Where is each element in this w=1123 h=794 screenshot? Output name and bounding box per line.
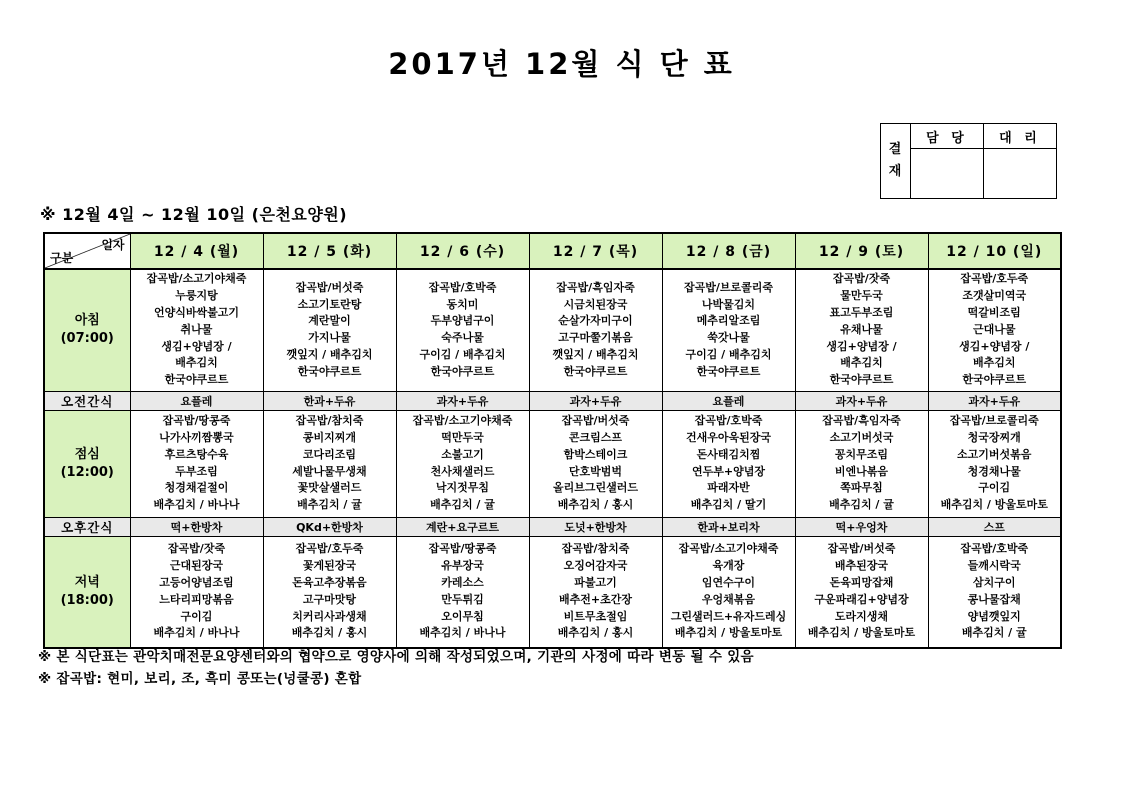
- menu-item: 느타리피망볶음: [159, 592, 234, 606]
- menu-item: 잡곡밥/소고기야채죽: [146, 272, 247, 286]
- cell-am_snack-day6: 과자+두유: [928, 391, 1061, 410]
- footer-notes: [38, 646, 1108, 690]
- cell-breakfast-day5: [795, 269, 928, 391]
- menu-item: 들깨시락국: [967, 559, 1021, 573]
- menu-item: 세발나물무생채: [292, 464, 367, 478]
- menu-item: 낙지젓무침: [435, 481, 490, 495]
- menu-item: 한국야쿠르트: [696, 364, 761, 378]
- menu-item: 잡곡밥/버섯죽: [561, 414, 630, 428]
- menu-item: 배추김치 / 방울토마토: [940, 498, 1048, 512]
- menu-item: 잡곡밥/버섯죽: [295, 280, 364, 294]
- cell-pm_snack-day4: 한과+보리차: [662, 517, 795, 536]
- menu-item: 잡곡밥/잣죽: [167, 542, 226, 556]
- menu-item: 취나물: [180, 322, 213, 336]
- menu-item: 배추김치 / 바나나: [153, 626, 240, 640]
- cell-lunch-day2: [396, 410, 529, 517]
- menu-item: 나박물김치: [701, 297, 756, 311]
- menu-item: 잡곡밥/브로콜리죽: [949, 414, 1039, 428]
- menu-item: 배추김치 / 바나나: [153, 498, 240, 512]
- menu-item: 단호박범벅: [568, 464, 623, 478]
- day-header-4: 12 / 8 (금): [662, 233, 795, 269]
- menu-item: 깻잎지 / 배추김치: [286, 348, 373, 362]
- cell-lunch-day4: [662, 410, 795, 517]
- approval-col-daeri: 대 리: [984, 124, 1057, 149]
- cell-pm_snack-day0: 떡+한방차: [130, 517, 263, 536]
- menu-item: 배추김치 / 바나나: [419, 626, 506, 640]
- cell-lunch-day5: [795, 410, 928, 517]
- menu-item: 조갯살미역국: [962, 289, 1027, 303]
- row-dinner: [44, 536, 1061, 648]
- cell-breakfast-day6: [928, 269, 1061, 391]
- menu-item: 비엔나볶음: [834, 464, 889, 478]
- menu-item: 돈육피망잡채: [829, 575, 894, 589]
- row-am_snack: [44, 391, 1061, 410]
- menu-item: 잡곡밥/호박죽: [960, 542, 1029, 556]
- menu-item: 구이김: [978, 481, 1011, 495]
- cell-pm_snack-day2: 계란+요구르트: [396, 517, 529, 536]
- menu-item: 순살가자미구이: [558, 314, 633, 328]
- cell-am_snack-day2: 과자+두유: [396, 391, 529, 410]
- menu-item: 소고기버섯볶음: [957, 447, 1032, 461]
- menu-item: 구이김 / 배추김치: [685, 348, 772, 362]
- day-header-3: 12 / 7 (목): [529, 233, 662, 269]
- menu-item: 잡곡밥/버섯죽: [827, 542, 896, 556]
- cell-dinner-day2: [396, 536, 529, 648]
- menu-item: 생김+양념장 /: [826, 339, 897, 353]
- cell-am_snack-day5: 과자+두유: [795, 391, 928, 410]
- menu-item: 육개장: [712, 559, 745, 573]
- menu-item: 숙주나물: [441, 331, 484, 345]
- day-header-1: 12 / 5 (화): [263, 233, 396, 269]
- menu-item: 잡곡밥/흑임자죽: [556, 280, 635, 294]
- cell-pm_snack-day1: QKd+한방차: [263, 517, 396, 536]
- menu-item: 근대나물: [972, 322, 1016, 336]
- menu-item: 한국야쿠르트: [164, 373, 229, 387]
- menu-item: 파래자반: [707, 481, 750, 495]
- menu-item: 후르츠탕수육: [164, 447, 229, 461]
- menu-item: 잡곡밥/호두죽: [295, 542, 364, 556]
- menu-item: 표고두부조림: [829, 306, 894, 320]
- menu-item: 돈육고추장볶음: [292, 575, 367, 589]
- menu-item: 배추전+초간장: [559, 592, 632, 606]
- menu-item: 꽁치무조림: [834, 447, 889, 461]
- row-label-am_snack: 오전간식: [44, 391, 130, 410]
- cell-am_snack-day4: 요플레: [662, 391, 795, 410]
- menu-item: 깻잎지 / 배추김치: [552, 348, 639, 362]
- menu-item: 한국야쿠르트: [297, 364, 362, 378]
- menu-item: 꽃맛살샐러드: [297, 481, 362, 495]
- menu-item: 잡곡밥/땅콩죽: [428, 542, 497, 556]
- menu-item: 두부양념구이: [430, 314, 495, 328]
- week-range: ※ 12월 4일 ~ 12월 10일 (은천요양원): [40, 205, 348, 224]
- menu-item: 누룽지탕: [175, 289, 218, 303]
- corner-label-date: 일자: [101, 238, 125, 252]
- menu-item: 배추김치: [175, 356, 218, 370]
- menu-item: 두부조림: [175, 464, 218, 478]
- menu-item: 잡곡밥/땅콩죽: [162, 414, 231, 428]
- menu-item: 코다리조림: [302, 447, 357, 461]
- menu-item: 배추김치 / 귤: [297, 498, 362, 512]
- menu-item: 치커리사과생채: [292, 609, 367, 623]
- menu-item: 잡곡밥/흑임자죽: [822, 414, 901, 428]
- cell-pm_snack-day6: 스프: [928, 517, 1061, 536]
- cell-dinner-day4: [662, 536, 795, 648]
- menu-item: 우엉채볶음: [701, 592, 756, 606]
- menu-item: 그린샐러드+유자드레싱: [670, 609, 787, 623]
- menu-item: 구이김: [180, 609, 213, 623]
- menu-item: 천사채샐러드: [430, 464, 495, 478]
- menu-item: 올리브그린샐러드: [552, 481, 638, 495]
- menu-item: 배추김치 / 방울토마토: [807, 626, 916, 640]
- day-header-6: 12 / 10 (일): [928, 233, 1061, 269]
- day-header-0: 12 / 4 (월): [130, 233, 263, 269]
- menu-item: 잡곡밥/호두죽: [960, 272, 1029, 286]
- menu-item: 청국장찌개: [967, 430, 1021, 444]
- approval-signature-damdang: [911, 149, 984, 199]
- approval-stamp-label: 결재: [881, 124, 911, 199]
- menu-item: 잡곡밥/호박죽: [428, 280, 497, 294]
- cell-dinner-day6: [928, 536, 1061, 648]
- menu-item: 나가사끼짬뽕국: [159, 430, 234, 444]
- cell-am_snack-day1: 한과+두유: [263, 391, 396, 410]
- row-label-dinner: 저녁 (18:00): [44, 536, 130, 648]
- menu-item: 배추김치 / 방울토마토: [674, 626, 783, 640]
- menu-item: 고등어양념조림: [159, 575, 234, 589]
- note-line: ※ 잡곡밥: 현미, 보리, 조, 흑미 콩또는(넝쿨콩) 혼합: [38, 671, 362, 687]
- cell-lunch-day6: [928, 410, 1061, 517]
- menu-item: 배추김치: [972, 356, 1016, 370]
- menu-item: 잡곡밥/참치죽: [561, 542, 630, 556]
- menu-item: 배추된장국: [834, 559, 889, 573]
- menu-item: 시금치된장국: [563, 297, 628, 311]
- menu-item: 오징어감자국: [563, 559, 628, 573]
- approval-signature-daeri: [984, 149, 1057, 199]
- menu-table: [43, 232, 1062, 649]
- cell-pm_snack-day5: 떡+우엉차: [795, 517, 928, 536]
- cell-lunch-day0: [130, 410, 263, 517]
- menu-item: 한국야쿠르트: [430, 364, 495, 378]
- cell-am_snack-day3: 과자+두유: [529, 391, 662, 410]
- cell-pm_snack-day3: 도넛+한방차: [529, 517, 662, 536]
- menu-item: 함박스테이크: [563, 447, 628, 461]
- menu-item: 유부장국: [441, 559, 484, 573]
- page-title: 2017년 12월 식 단 표: [388, 47, 735, 81]
- cell-am_snack-day0: 요플레: [130, 391, 263, 410]
- menu-item: 한국야쿠르트: [829, 373, 894, 387]
- menu-item: 배추김치 / 귤: [829, 498, 894, 512]
- corner-cell: [44, 233, 130, 269]
- menu-item: 잡곡밥/잣죽: [832, 272, 891, 286]
- menu-item: 배추김치 / 홍시: [557, 498, 634, 512]
- menu-item: 잡곡밥/소고기야채죽: [412, 414, 513, 428]
- menu-item: 삼치구이: [972, 575, 1016, 589]
- day-header-5: 12 / 9 (토): [795, 233, 928, 269]
- approval-box: [880, 123, 1057, 199]
- cell-breakfast-day3: [529, 269, 662, 391]
- menu-item: 배추김치 / 딸기: [690, 498, 767, 512]
- cell-dinner-day3: [529, 536, 662, 648]
- cell-breakfast-day4: [662, 269, 795, 391]
- menu-item: 잡곡밥/호박죽: [694, 414, 763, 428]
- menu-item: 고구마맛탕: [302, 592, 357, 606]
- menu-item: 생김+양념장 /: [161, 339, 232, 353]
- cell-lunch-day3: [529, 410, 662, 517]
- menu-item: 고구마쭐기볶음: [558, 331, 633, 345]
- menu-item: 쪽파무침: [840, 481, 883, 495]
- cell-dinner-day5: [795, 536, 928, 648]
- menu-item: 임연수구이: [701, 575, 756, 589]
- menu-item: 구이김 / 배추김치: [419, 348, 506, 362]
- row-lunch: [44, 410, 1061, 517]
- menu-item: 떡만두국: [441, 430, 484, 444]
- menu-item: 꽃게된장국: [302, 559, 357, 573]
- approval-col-damdang: 담 당: [911, 124, 984, 149]
- menu-item: 쑥갓나물: [707, 331, 750, 345]
- menu-item: 가지나물: [308, 331, 351, 345]
- cell-breakfast-day0: [130, 269, 263, 391]
- menu-item: 배추김치 / 홍시: [557, 626, 634, 640]
- menu-item: 콘크림스프: [568, 430, 623, 444]
- menu-item: 콩비지찌개: [302, 430, 357, 444]
- cell-dinner-day0: [130, 536, 263, 648]
- row-pm_snack: [44, 517, 1061, 536]
- row-label-breakfast: 아침 (07:00): [44, 269, 130, 391]
- menu-item: 유채나물: [840, 322, 883, 336]
- menu-item: 한국야쿠르트: [962, 373, 1027, 387]
- menu-item: 떡갈비조림: [967, 306, 1021, 320]
- note-line: ※ 본 식단표는 관악치매전문요양센터와의 협약으로 영양사에 의해 작성되었으며, 기관의 사정에 따라 변동 될 수 있음: [38, 649, 754, 665]
- row-label-pm_snack: 오후간식: [44, 517, 130, 536]
- menu-item: 건새우아욱된장국: [685, 430, 771, 444]
- menu-item: 생김+양념장 /: [959, 339, 1030, 353]
- menu-item: 언양식바싹불고기: [153, 306, 239, 320]
- menu-item: 배추김치 / 귤: [961, 626, 1027, 640]
- menu-item: 소고기버섯국: [829, 430, 894, 444]
- row-breakfast: [44, 269, 1061, 391]
- cell-lunch-day1: [263, 410, 396, 517]
- menu-item: 잡곡밥/참치죽: [295, 414, 364, 428]
- corner-label-category: 구분: [50, 251, 74, 265]
- menu-item: 메추리알조림: [696, 314, 761, 328]
- menu-item: 계란말이: [308, 314, 351, 328]
- menu-item: 동치미: [446, 297, 479, 311]
- menu-item: 잡곡밥/브로콜리죽: [683, 280, 774, 294]
- menu-item: 비트무초절임: [563, 609, 628, 623]
- cell-breakfast-day1: [263, 269, 396, 391]
- menu-item: 잡곡밥/소고기야채죽: [678, 542, 779, 556]
- menu-item: 도라지생채: [834, 609, 889, 623]
- menu-item: 배추김치 / 귤: [430, 498, 495, 512]
- menu-item: 근대된장국: [169, 559, 224, 573]
- menu-item: 만두튀김: [441, 592, 484, 606]
- menu-item: 구운파래김+양념장: [814, 592, 909, 606]
- menu-item: 연두부+양념장: [692, 464, 765, 478]
- day-header-2: 12 / 6 (수): [396, 233, 529, 269]
- cell-dinner-day1: [263, 536, 396, 648]
- menu-item: 청경채나물: [967, 464, 1021, 478]
- menu-item: 콩나물잡채: [967, 592, 1021, 606]
- cell-breakfast-day2: [396, 269, 529, 391]
- menu-item: 배추김치 / 홍시: [291, 626, 368, 640]
- menu-item: 물만두국: [840, 289, 883, 303]
- menu-item: 소고기토란탕: [297, 297, 362, 311]
- menu-item: 오이무침: [441, 609, 484, 623]
- menu-item: 카레소스: [441, 575, 484, 589]
- menu-item: 한국야쿠르트: [563, 364, 628, 378]
- row-label-lunch: 점심 (12:00): [44, 410, 130, 517]
- menu-item: 청경채겉절이: [164, 481, 229, 495]
- menu-item: 소불고기: [441, 447, 484, 461]
- menu-item: 양념깻잎지: [967, 609, 1021, 623]
- menu-item: 파불고기: [574, 575, 617, 589]
- menu-item: 배추김치: [840, 356, 883, 370]
- menu-item: 돈사태김치찜: [696, 447, 761, 461]
